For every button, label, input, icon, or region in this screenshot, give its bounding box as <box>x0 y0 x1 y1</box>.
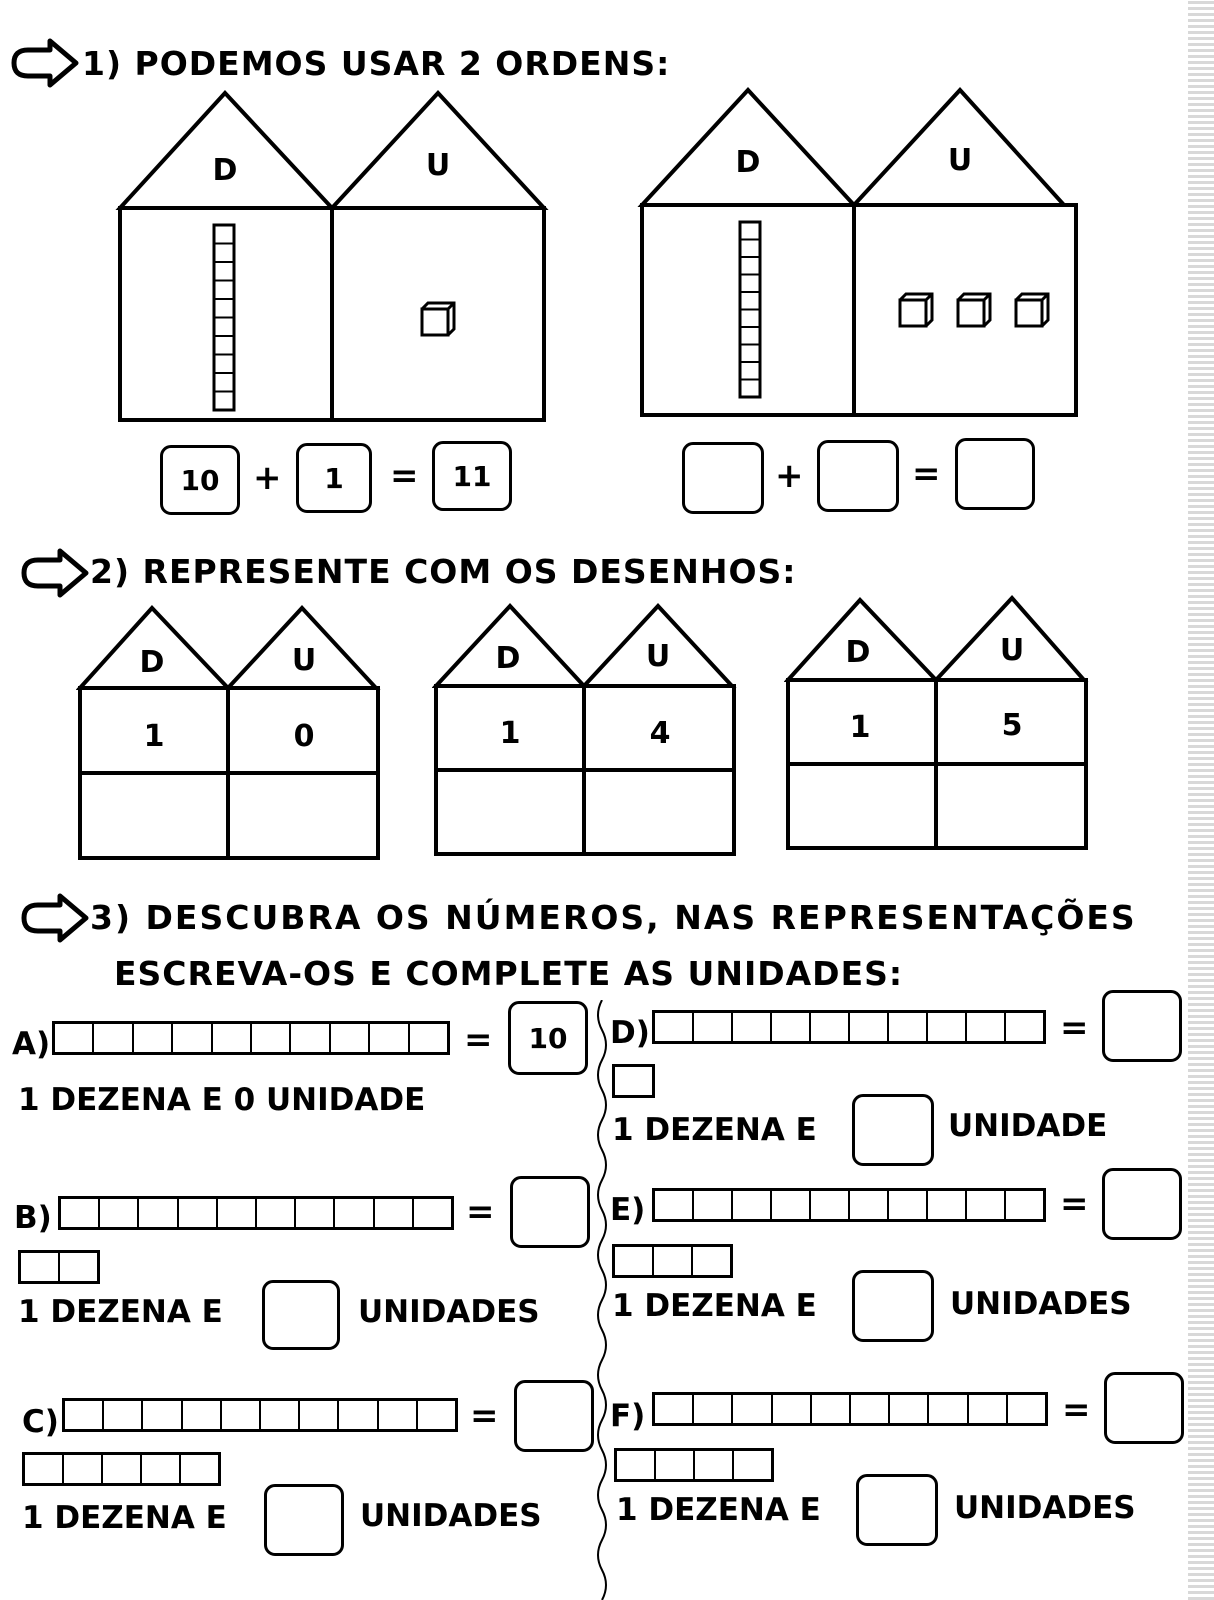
arrow-right-icon <box>8 38 83 88</box>
item-e-text-start: 1 DEZENA E <box>612 1288 817 1324</box>
d-label: D <box>495 641 521 676</box>
u-label: U <box>999 633 1025 668</box>
item-f-text-start: 1 DEZENA E <box>616 1492 821 1528</box>
equals-sign: = <box>470 1396 499 1436</box>
item-a-answer-box: 10 <box>508 1001 588 1075</box>
item-c-answer-box[interactable] <box>514 1380 594 1452</box>
eq-right-tens-box[interactable] <box>682 442 764 514</box>
tens-digit: 1 <box>849 710 871 745</box>
item-b-text-start: 1 DEZENA E <box>18 1294 223 1330</box>
item-d-tens-strip <box>652 1010 1046 1044</box>
item-d-units-box[interactable] <box>852 1094 934 1166</box>
equals-sign: = <box>1060 1184 1089 1224</box>
arrow-right-icon <box>18 893 93 943</box>
tens-digit: 1 <box>143 719 165 754</box>
tens-rod <box>214 225 234 410</box>
tens-digit: 1 <box>499 716 521 751</box>
units-digit: 0 <box>293 719 315 754</box>
divider <box>590 1000 614 1600</box>
unit-cube <box>900 294 932 326</box>
house-left-u-label: U <box>425 148 451 183</box>
house-right <box>632 82 1092 427</box>
item-c-tens-strip <box>62 1398 458 1432</box>
section3-heading-line2: ESCREVA-OS E COMPLETE AS UNIDADES: <box>114 954 904 993</box>
section3-heading-line1: 3) DESCUBRA OS NÚMEROS, NAS REPRESENTAÇÕES <box>90 898 1137 937</box>
item-c-text-end: UNIDADES <box>360 1498 542 1534</box>
u-label: U <box>645 639 671 674</box>
eq-right-result-box[interactable] <box>955 438 1035 510</box>
unit-cube <box>1016 294 1048 326</box>
house-right-d-label: D <box>735 145 761 180</box>
item-d-letter: D) <box>610 1015 650 1051</box>
item-c-units <box>22 1452 221 1486</box>
eq-left-units-box: 1 <box>296 443 372 513</box>
item-c-units-box[interactable] <box>264 1484 344 1556</box>
item-b-tens-strip <box>58 1196 454 1230</box>
item-f-tens-strip <box>652 1392 1048 1426</box>
item-e-answer-box[interactable] <box>1102 1168 1182 1240</box>
plus-sign: + <box>253 458 282 498</box>
item-c-letter: C) <box>22 1404 59 1440</box>
equals-sign: = <box>464 1020 493 1060</box>
item-f-answer-box[interactable] <box>1104 1372 1184 1444</box>
arrow-right-icon <box>18 548 93 598</box>
item-a-tens-strip <box>52 1021 450 1055</box>
item-f-text-end: UNIDADES <box>954 1490 1136 1526</box>
unit-cube <box>422 303 454 335</box>
plus-sign: + <box>775 456 804 496</box>
house-14 <box>432 598 742 863</box>
section1-heading: 1) PODEMOS USAR 2 ORDENS: <box>82 44 671 83</box>
d-label: D <box>845 635 871 670</box>
item-e-units <box>612 1244 733 1278</box>
unit-cube <box>958 294 990 326</box>
item-f-letter: F) <box>610 1398 646 1434</box>
eq-left-tens-box: 10 <box>160 445 240 515</box>
item-a-letter: A) <box>12 1026 51 1062</box>
equals-sign: = <box>466 1192 495 1232</box>
item-e-letter: E) <box>610 1192 646 1228</box>
item-b-answer-box[interactable] <box>510 1176 590 1248</box>
equals-sign: = <box>390 456 419 496</box>
tens-rod <box>740 222 760 397</box>
equals-sign: = <box>912 454 941 494</box>
item-b-units <box>18 1250 100 1284</box>
house-left <box>110 85 560 430</box>
u-label: U <box>291 643 317 678</box>
house-10 <box>76 598 386 863</box>
units-digit: 5 <box>1001 708 1023 743</box>
units-digit: 4 <box>649 716 671 751</box>
house-left-d-label: D <box>212 153 238 188</box>
item-e-units-box[interactable] <box>852 1270 934 1342</box>
item-d-answer-box[interactable] <box>1102 990 1182 1062</box>
item-a-text: 1 DEZENA E 0 UNIDADE <box>18 1082 426 1118</box>
item-f-units <box>614 1448 774 1482</box>
item-d-text-end: UNIDADE <box>948 1108 1108 1144</box>
item-f-units-box[interactable] <box>856 1474 938 1546</box>
item-e-text-end: UNIDADES <box>950 1286 1132 1322</box>
scan-edge <box>1188 0 1214 1600</box>
house-right-u-label: U <box>947 143 973 178</box>
item-d-units <box>612 1064 655 1098</box>
equals-sign: = <box>1060 1008 1089 1048</box>
item-b-text-end: UNIDADES <box>358 1294 540 1330</box>
item-b-letter: B) <box>14 1200 52 1236</box>
section2-heading: 2) REPRESENTE COM OS DESENHOS: <box>90 552 797 591</box>
item-d-text-start: 1 DEZENA E <box>612 1112 817 1148</box>
item-c-text-start: 1 DEZENA E <box>22 1500 227 1536</box>
eq-right-units-box[interactable] <box>817 440 899 512</box>
eq-left-result-box: 11 <box>432 441 512 511</box>
item-b-units-box[interactable] <box>262 1280 340 1350</box>
equals-sign: = <box>1062 1390 1091 1430</box>
d-label: D <box>139 645 165 680</box>
item-e-tens-strip <box>652 1188 1046 1222</box>
house-15 <box>784 592 1094 857</box>
